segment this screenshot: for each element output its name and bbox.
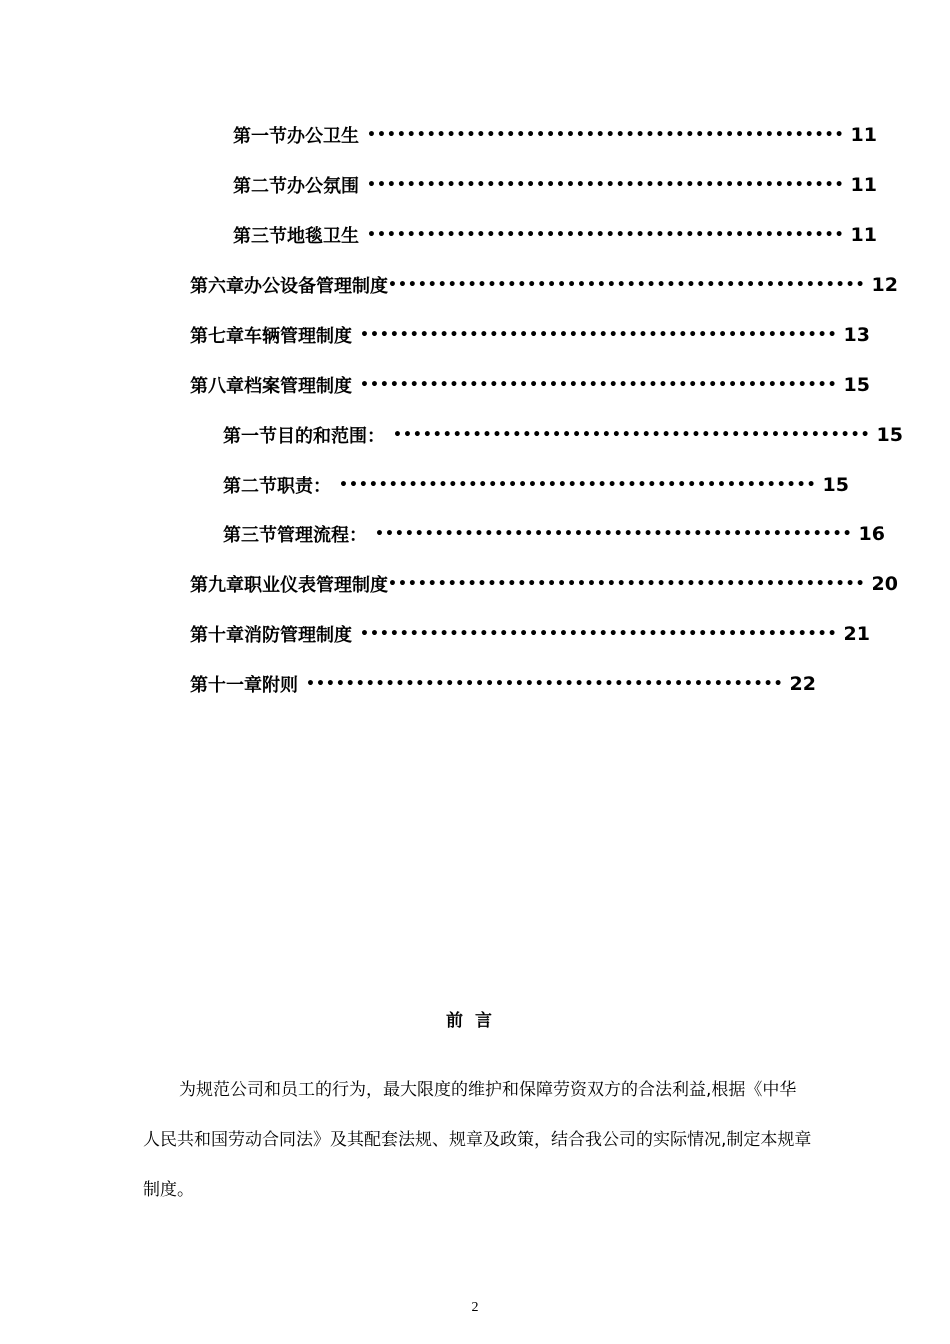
toc-entry-label: 第七章 <box>190 326 244 347</box>
toc-entry-title: 档案管理制度 <box>244 376 352 397</box>
toc-entry[interactable] <box>190 270 898 300</box>
toc-leader-dots: •••••••••••••••••••••••••••••••••••••••••••••••• <box>388 277 866 293</box>
toc-entry-title: 职业仪表管理制度 <box>244 575 388 596</box>
toc-leader-dots: •••••••••••••••••••••••••••••••••••••••••••••••• <box>367 227 845 243</box>
toc-entry-title: 目的和范围： <box>277 426 385 447</box>
toc-entry-label: 第一节 <box>223 426 277 447</box>
toc-entry-label: 第一节 <box>233 126 287 147</box>
toc-entry[interactable] <box>223 420 903 450</box>
toc-entry-title: 地毯卫生 <box>287 226 359 247</box>
toc-leader-dots: •••••••••••••••••••••••••••••••••••••••••••••••• <box>360 626 838 642</box>
toc-entry-label: 第三节 <box>233 226 287 247</box>
toc-entry-page: 15 <box>843 374 870 396</box>
toc-entry[interactable] <box>190 619 870 649</box>
toc-entry-title: 办公设备管理制度 <box>244 276 388 297</box>
toc-entry-label: 第六章 <box>190 276 244 297</box>
toc-entry-page: 12 <box>871 274 898 296</box>
page-number: 2 <box>471 1300 479 1315</box>
preface-heading: 前言 <box>446 1011 504 1031</box>
toc-entry-label: 第二节 <box>233 176 287 197</box>
toc-entry-label: 第十章 <box>190 625 244 646</box>
toc-entry-page: 20 <box>871 573 898 595</box>
toc-entry-label: 第二节 <box>223 476 277 497</box>
toc-leader-dots: •••••••••••••••••••••••••••••••••••••••••••••••• <box>360 377 838 393</box>
toc-leader-dots: •••••••••••••••••••••••••••••••••••••••••••••••• <box>388 576 866 592</box>
toc-entry-label: 第九章 <box>190 575 244 596</box>
toc-entry-page: 11 <box>850 224 877 246</box>
toc-entry[interactable] <box>190 569 898 599</box>
toc-leader-dots: •••••••••••••••••••••••••••••••••••••••••••••••• <box>375 526 853 542</box>
toc-entry[interactable] <box>190 669 816 699</box>
toc-entry-label: 第八章 <box>190 376 244 397</box>
toc-entry[interactable] <box>223 519 885 549</box>
toc-entry-title: 管理流程： <box>277 525 367 546</box>
toc-entry-page: 21 <box>843 623 870 645</box>
toc-entry-page: 13 <box>843 324 870 346</box>
toc-entry[interactable] <box>190 370 870 400</box>
toc-entry[interactable] <box>190 320 870 350</box>
toc-entry[interactable] <box>233 170 877 200</box>
toc-entry-page: 15 <box>876 424 903 446</box>
toc-entry-title: 办公氛围 <box>287 176 359 197</box>
toc-entry-label: 第十一章 <box>190 675 262 696</box>
toc-entry[interactable] <box>233 220 877 250</box>
toc-entry-label: 第三节 <box>223 525 277 546</box>
toc-entry-title: 消防管理制度 <box>244 625 352 646</box>
toc-leader-dots: •••••••••••••••••••••••••••••••••••••••••••••••• <box>360 327 838 343</box>
toc-entry-title: 车辆管理制度 <box>244 326 352 347</box>
toc-leader-dots: •••••••••••••••••••••••••••••••••••••••••••••••• <box>306 676 784 692</box>
toc-entry-page: 22 <box>789 673 816 695</box>
toc-entry-title: 办公卫生 <box>287 126 359 147</box>
toc-entry[interactable] <box>223 470 849 500</box>
toc-entry-page: 15 <box>822 474 849 496</box>
toc-leader-dots: •••••••••••••••••••••••••••••••••••••••••••••••• <box>367 127 845 143</box>
toc-entry-page: 16 <box>858 523 885 545</box>
preface-paragraph: 为规范公司和员工的行为，最大限度的维护和保障劳资双方的合法利益,根据《中华人民共和国劳动合同法》及其配套法规、规章及政策，结合我公司的实际情况,制定本规章制度。 <box>143 1080 812 1200</box>
toc-entry-title: 职责： <box>277 476 331 497</box>
toc-leader-dots: •••••••••••••••••••••••••••••••••••••••••••••••• <box>339 477 817 493</box>
toc-entry-page: 11 <box>850 124 877 146</box>
toc-entry-title: 附则 <box>262 675 298 696</box>
toc-leader-dots: •••••••••••••••••••••••••••••••••••••••••••••••• <box>393 427 871 443</box>
toc-leader-dots: •••••••••••••••••••••••••••••••••••••••••••••••• <box>367 177 845 193</box>
toc-entry[interactable] <box>233 120 877 150</box>
toc-entry-page: 11 <box>850 174 877 196</box>
